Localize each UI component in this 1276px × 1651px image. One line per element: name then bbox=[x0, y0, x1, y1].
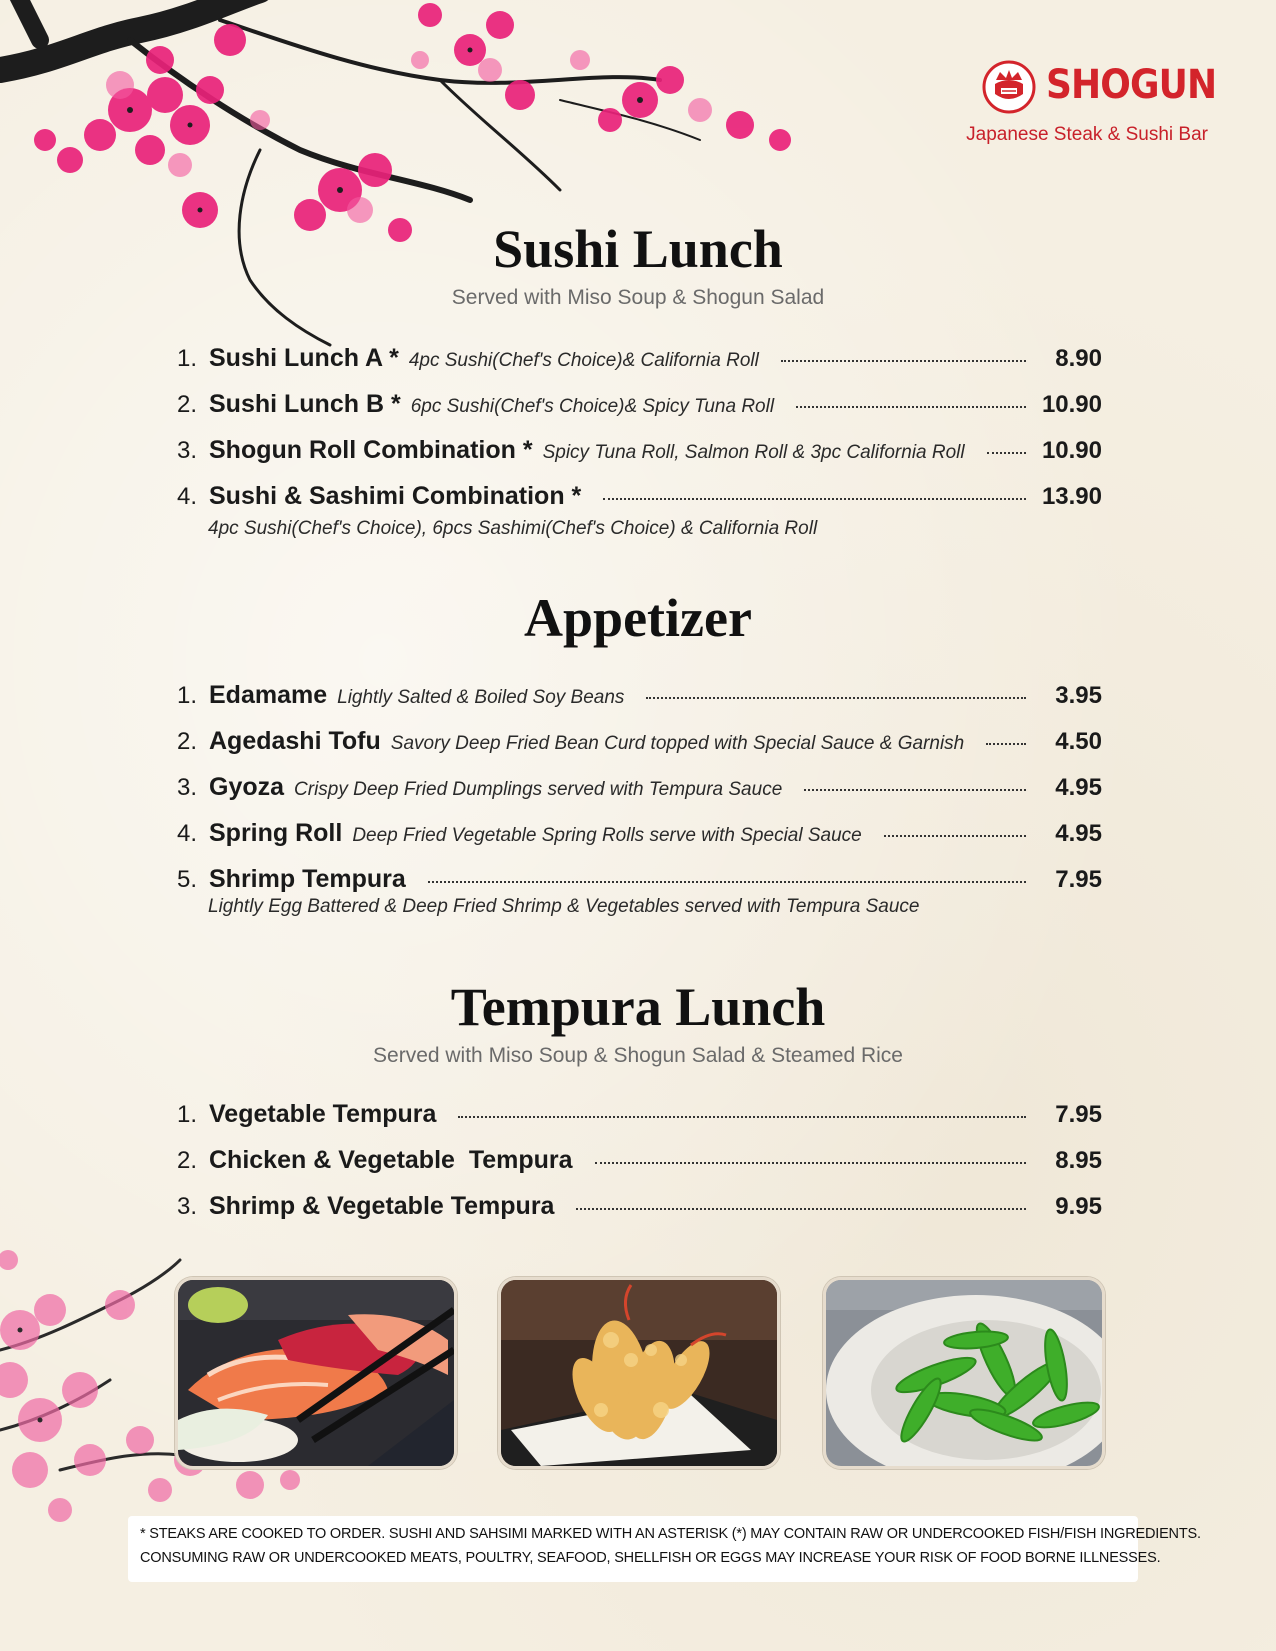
item-number: 2. bbox=[177, 1147, 198, 1174]
item-price: 8.95 bbox=[1055, 1147, 1102, 1174]
tempura-image bbox=[501, 1280, 777, 1466]
section-title-sushi-lunch: Sushi Lunch bbox=[493, 219, 783, 279]
item-price: 9.95 bbox=[1055, 1193, 1102, 1220]
item-description: Deep Fried Vegetable Spring Rolls serve with Special Sauce bbox=[352, 825, 862, 846]
menu-item bbox=[177, 436, 1102, 468]
brand-tagline: Japanese Steak & Sushi Bar bbox=[966, 124, 1208, 145]
leader-dots bbox=[595, 1158, 1026, 1164]
item-price: 7.95 bbox=[1055, 866, 1102, 893]
shogun-logo bbox=[948, 56, 1217, 152]
menu-item bbox=[177, 1146, 1102, 1178]
leader-dots bbox=[986, 739, 1026, 745]
leader-dots bbox=[987, 448, 1026, 454]
item-number: 1. bbox=[177, 1101, 198, 1128]
item-number: 1. bbox=[177, 682, 198, 709]
item-name: Shrimp & Vegetable Tempura bbox=[209, 1192, 555, 1220]
item-description: Lightly Egg Battered & Deep Fried Shrimp & Vegetables served with Tempura Sauce bbox=[208, 896, 920, 917]
item-name: Spring Roll bbox=[209, 819, 343, 847]
item-name: Agedashi Tofu bbox=[209, 727, 381, 755]
sushi-image bbox=[178, 1280, 454, 1466]
section-title-appetizer: Appetizer bbox=[524, 588, 752, 648]
item-description: 6pc Sushi(Chef's Choice)& Spicy Tuna Roll bbox=[410, 396, 775, 417]
item-price: 10.90 bbox=[1041, 437, 1102, 464]
item-name: Gyoza bbox=[209, 773, 285, 801]
disclaimer-line: CONSUMING RAW OR UNDERCOOKED MEATS, POULTRY, SEAFOOD, SHELLFISH OR EGGS MAY INCREASE YOUR RISK OF FOOD BORNE ILLNESSES. bbox=[140, 1550, 1161, 1566]
item-price: 8.90 bbox=[1055, 345, 1102, 372]
menu-item bbox=[177, 482, 1102, 514]
item-name: Vegetable Tempura bbox=[209, 1100, 437, 1128]
menu-item bbox=[177, 773, 1102, 805]
item-description: Lightly Salted & Boiled Soy Beans bbox=[337, 687, 625, 708]
disclaimer-line: * STEAKS ARE COOKED TO ORDER. SUSHI AND SAHSIMI MARKED WITH AN ASTERISK (*) MAY CONTAIN RAW OR UNDERCOOKED FISH/FISH INGREDIENTS. bbox=[140, 1526, 1201, 1542]
menu-item bbox=[177, 727, 1102, 759]
item-name: Edamame bbox=[209, 681, 328, 709]
item-price: 13.90 bbox=[1041, 483, 1102, 510]
leader-dots bbox=[796, 402, 1026, 408]
leader-dots bbox=[781, 356, 1026, 362]
item-name: Chicken & Vegetable Tempura bbox=[209, 1146, 573, 1174]
edamame-image bbox=[826, 1280, 1102, 1466]
leader-dots bbox=[884, 831, 1026, 837]
section-subtitle-tempura-lunch: Served with Miso Soup & Shogun Salad & Steamed Rice bbox=[373, 1044, 903, 1067]
menu-item bbox=[177, 819, 1102, 851]
menu-item bbox=[177, 865, 1102, 897]
item-number: 3. bbox=[177, 1193, 198, 1220]
item-name: Sushi Lunch B * bbox=[209, 390, 401, 418]
leader-dots bbox=[576, 1204, 1026, 1210]
item-name: Sushi Lunch A * bbox=[209, 344, 399, 372]
leader-dots bbox=[646, 693, 1026, 699]
item-number: 4. bbox=[177, 820, 198, 847]
item-name: Shrimp Tempura bbox=[209, 865, 406, 893]
item-price: 4.95 bbox=[1055, 774, 1102, 801]
item-number: 3. bbox=[177, 774, 198, 801]
menu-item bbox=[177, 1192, 1102, 1224]
item-description: 4pc Sushi(Chef's Choice)& California Roll bbox=[408, 350, 759, 371]
sushi-photo bbox=[175, 1277, 457, 1469]
item-description: Spicy Tuna Roll, Salmon Roll & 3pc California Roll bbox=[542, 442, 965, 463]
leader-dots bbox=[458, 1112, 1026, 1118]
samurai-helmet-icon bbox=[982, 60, 1036, 114]
item-number: 1. bbox=[177, 345, 198, 372]
item-price: 4.95 bbox=[1055, 820, 1102, 847]
item-name: Shogun Roll Combination * bbox=[209, 436, 533, 464]
item-description: Crispy Deep Fried Dumplings served with Tempura Sauce bbox=[294, 779, 783, 800]
item-name: Sushi & Sashimi Combination * bbox=[209, 482, 582, 510]
edamame-photo bbox=[823, 1277, 1105, 1469]
item-number: 2. bbox=[177, 391, 198, 418]
leader-dots bbox=[603, 494, 1026, 500]
menu-item bbox=[177, 681, 1102, 713]
leader-dots bbox=[804, 785, 1026, 791]
section-subtitle-sushi-lunch: Served with Miso Soup & Shogun Salad bbox=[451, 286, 825, 309]
section-title-tempura-lunch: Tempura Lunch bbox=[450, 977, 826, 1037]
item-price: 4.50 bbox=[1055, 728, 1102, 755]
brand-name: SHOGUN bbox=[1046, 62, 1217, 108]
menu-item bbox=[177, 344, 1102, 376]
item-number: 5. bbox=[177, 866, 198, 893]
leader-dots bbox=[428, 877, 1026, 883]
item-number: 4. bbox=[177, 483, 198, 510]
item-number: 2. bbox=[177, 728, 198, 755]
item-description: Savory Deep Fried Bean Curd topped with Special Sauce & Garnish bbox=[390, 733, 965, 754]
tempura-photo bbox=[498, 1277, 780, 1469]
item-price: 3.95 bbox=[1055, 682, 1102, 709]
item-number: 3. bbox=[177, 437, 198, 464]
menu-item bbox=[177, 390, 1102, 422]
disclaimer-box bbox=[128, 1516, 1201, 1582]
item-description: 4pc Sushi(Chef's Choice), 6pcs Sashimi(Chef's Choice) & California Roll bbox=[208, 518, 818, 539]
menu-item bbox=[177, 1100, 1102, 1132]
item-price: 7.95 bbox=[1055, 1101, 1102, 1128]
item-price: 10.90 bbox=[1041, 391, 1102, 418]
